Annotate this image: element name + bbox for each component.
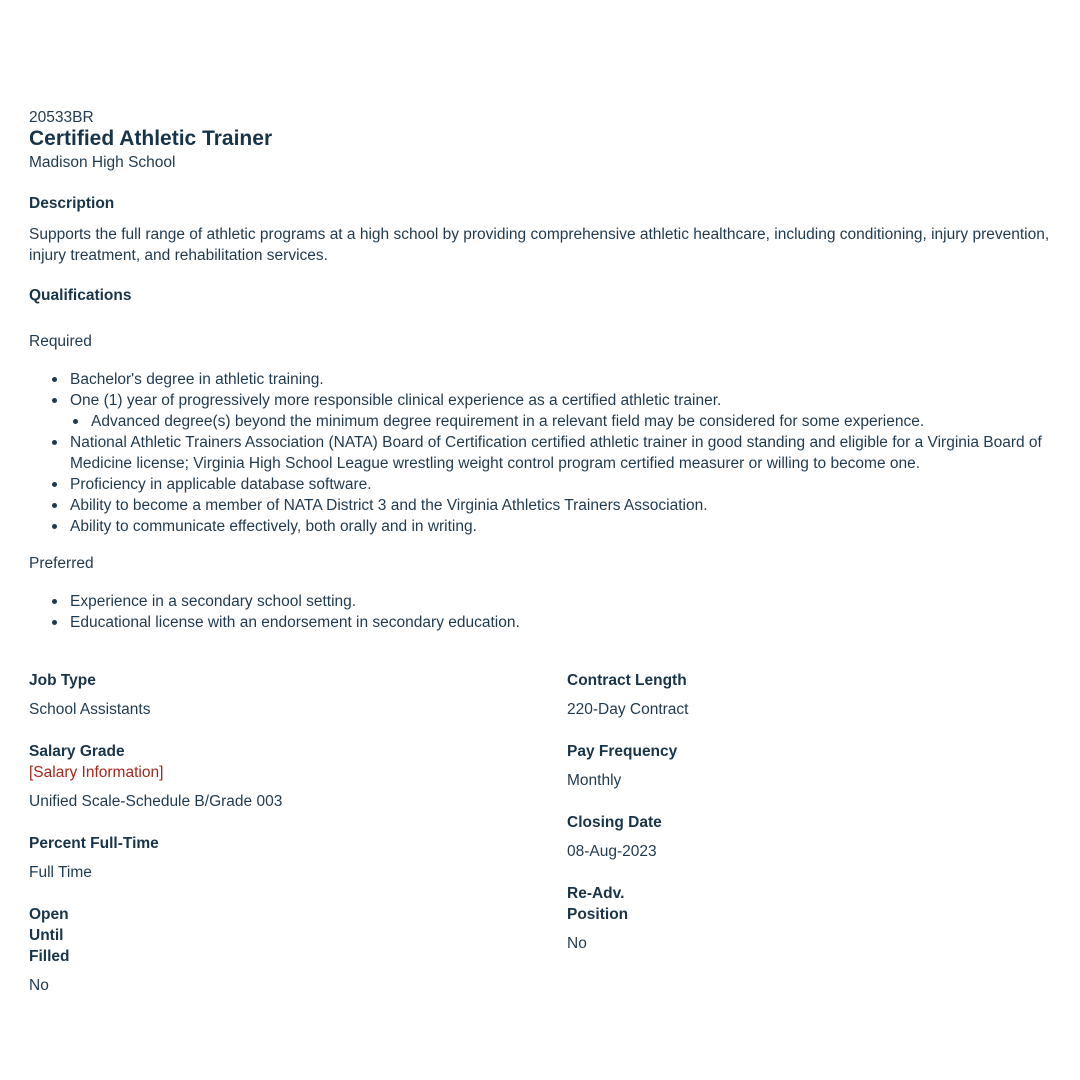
qualifications-heading: Qualifications xyxy=(29,287,132,304)
list-item: Ability to communicate effectively, both orally and in writing. xyxy=(70,516,1080,537)
list-item: One (1) year of progressively more responsible clinical experience as a certified athletic trainer. xyxy=(70,390,1080,411)
required-list xyxy=(29,369,1080,537)
pay-frequency-value: Monthly xyxy=(567,772,622,789)
salary-grade-label: Salary Grade xyxy=(29,743,125,760)
job-title: Certified Athletic Trainer xyxy=(29,127,273,150)
list-item: Educational license with an endorsement in secondary education. xyxy=(70,612,1080,633)
salary-information-link[interactable]: [Salary Information] xyxy=(29,764,164,781)
readv-position-value: No xyxy=(567,935,587,952)
percent-full-time-value: Full Time xyxy=(29,864,92,881)
open-until-filled-value: No xyxy=(29,977,49,994)
closing-date-value: 08-Aug-2023 xyxy=(567,843,657,860)
list-item: Ability to become a member of NATA District 3 and the Virginia Athletics Trainers Association. xyxy=(70,495,1080,516)
job-location: Madison High School xyxy=(29,154,176,171)
salary-grade-value: Unified Scale-Schedule B/Grade 003 xyxy=(29,793,283,810)
required-label: Required xyxy=(29,333,92,350)
percent-full-time-label: Percent Full-Time xyxy=(29,835,159,852)
list-item: Experience in a secondary school setting. xyxy=(70,591,1080,612)
description-heading: Description xyxy=(29,195,115,212)
list-item: Bachelor's degree in athletic training. xyxy=(70,369,1080,390)
job-type-value: School Assistants xyxy=(29,701,151,718)
list-item: Proficiency in applicable database software. xyxy=(70,474,1080,495)
list-item: National Athletic Trainers Association (NATA) Board of Certification certified athletic trainer in good standing and eligible for a Virginia Board of Medicine license; Virginia High School League wrestling weight control program certified measurer or willing to become one. xyxy=(70,432,1080,474)
job-type-label: Job Type xyxy=(29,672,96,689)
job-id: 20533BR xyxy=(29,109,94,126)
open-until-filled-label: Open Until Filled xyxy=(29,906,70,965)
contract-length-value: 220-Day Contract xyxy=(567,701,689,718)
closing-date-label: Closing Date xyxy=(567,814,662,831)
preferred-label: Preferred xyxy=(29,555,94,572)
pay-frequency-label: Pay Frequency xyxy=(567,743,678,760)
contract-length-label: Contract Length xyxy=(567,672,687,689)
readv-position-label: Re-Adv. Position xyxy=(567,885,629,923)
description-text: Supports the full range of athletic programs at a high school by providing comprehensive athletic healthcare, including conditioning, injury prevention, injury treatment, and rehabilitation services. xyxy=(29,226,1050,264)
preferred-list xyxy=(29,591,1080,633)
list-item: Advanced degree(s) beyond the minimum degree requirement in a relevant field may be considered for some experience. xyxy=(91,411,1080,432)
